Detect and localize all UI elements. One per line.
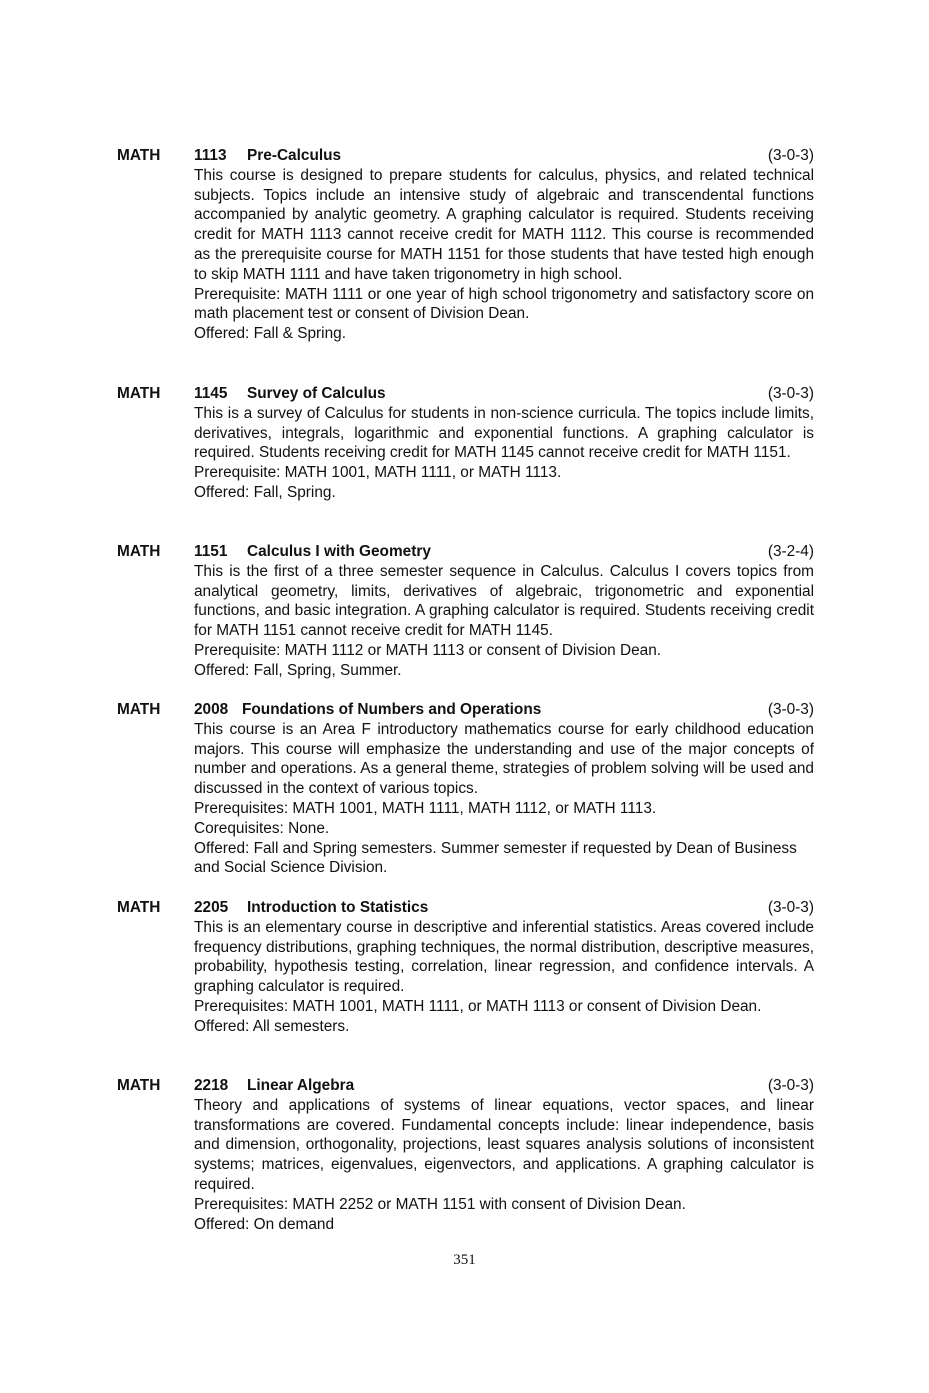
course-heading — [194, 1076, 354, 1096]
course-hours: (3-0-3) — [767, 1077, 814, 1094]
course-hours: (3-0-3) — [767, 385, 814, 402]
course-entry-1145 — [117, 384, 814, 503]
course-dept: MATH — [117, 899, 161, 916]
course-heading — [194, 542, 431, 562]
course-offered: Offered: Fall and Spring semesters. Summer semester if requested by Dean of Business and Social Science Division. — [194, 839, 797, 877]
course-title: Survey of Calculus — [247, 385, 386, 402]
course-prerequisite: Prerequisites: MATH 1001, MATH 1111, or MATH 1113 or consent of Division Dean. — [194, 997, 762, 1015]
course-title: Foundations of Numbers and Operations — [242, 701, 542, 718]
course-number: 1151 — [194, 543, 228, 560]
course-prerequisite: Prerequisite: MATH 1111 or one year of high school trigonometry and satisfactory score on math placement test or consent of Division Dean. — [194, 285, 814, 323]
course-header — [194, 384, 814, 404]
course-header — [194, 1076, 814, 1096]
course-number: 2205 — [194, 899, 229, 916]
course-header — [194, 542, 814, 562]
course-description: This course is designed to prepare students for calculus, physics, and related technical subjects. Topics include an intensive study of algebraic and transcendental functions accompanied by analytic geometry. A graphing calculator is required. Students receiving credit for MATH 1113 cannot receive credit for MATH 1112. This course is recommended as the prerequisite course for MATH 1151 for those students that have tested high enough to skip MATH 1111 and have taken trigonometry in high school. — [194, 166, 814, 283]
course-entry-1151 — [117, 542, 814, 681]
course-prerequisite: Prerequisites: MATH 2252 or MATH 1151 with consent of Division Dean. — [194, 1195, 686, 1213]
course-description: This is a survey of Calculus for students in non-science curricula. The topics include limits, derivatives, integrals, logarithmic and exponential functions. A graphing calculator is required. Students receiving credit for MATH 1145 cannot receive credit for MATH 1151. — [194, 404, 814, 462]
course-hours: (3-2-4) — [767, 543, 814, 560]
course-body — [194, 720, 814, 878]
course-hours: (3-0-3) — [767, 701, 814, 718]
course-title: Introduction to Statistics — [247, 899, 429, 916]
course-dept: MATH — [117, 385, 161, 402]
course-body — [194, 1096, 814, 1235]
course-dept: MATH — [117, 543, 161, 560]
course-heading — [194, 700, 541, 720]
course-description: This is an elementary course in descriptive and inferential statistics. Areas covered include frequency distributions, graphing techniques, the normal distribution, descriptive measures, probability, hypothesis testing, correlation, linear regression, and confidence intervals. A graphing calculator is required. — [194, 918, 814, 996]
course-description: Theory and applications of systems of linear equations, vector spaces, and linear transformations are covered. Fundamental concepts include: linear independence, basis and dimension, orthogonality, projections, least squares analysis solutions of inconsistent systems; matrices, eigenvalues, eigenvectors, and applications. A graphing calculator is required. — [194, 1096, 814, 1193]
course-entry-2008 — [117, 700, 814, 878]
course-number: 2218 — [194, 1077, 229, 1094]
course-offered: Offered: Fall, Spring. — [194, 483, 336, 501]
course-corequisite: Corequisites: None. — [194, 819, 330, 837]
course-offered: Offered: Fall & Spring. — [194, 325, 346, 343]
course-entry-2205 — [117, 898, 814, 1037]
course-description: This is the first of a three semester sequence in Calculus. Calculus I covers topics from analytical geometry, limits, derivatives of algebraic, trigonometric and exponential functions, and basic integration. A graphing calculator is required. Students receiving credit for MATH 1151 cannot receive credit for MATH 1145. — [194, 562, 814, 640]
course-title: Calculus I with Geometry — [247, 543, 431, 560]
course-title: Linear Algebra — [247, 1077, 355, 1094]
course-body — [194, 166, 814, 344]
course-entry-1113 — [117, 146, 814, 344]
course-hours: (3-0-3) — [767, 899, 814, 916]
course-header — [194, 146, 814, 166]
course-dept: MATH — [117, 701, 161, 718]
course-prerequisite: Prerequisites: MATH 1001, MATH 1111, MATH 1112, or MATH 1113. — [194, 799, 657, 817]
course-offered: Offered: On demand — [194, 1215, 335, 1233]
course-heading — [194, 384, 386, 404]
course-prerequisite: Prerequisite: MATH 1001, MATH 1111, or MATH 1113. — [194, 464, 562, 482]
course-body — [194, 404, 814, 503]
course-hours: (3-0-3) — [767, 147, 814, 164]
course-number: 1145 — [194, 385, 228, 402]
course-offered: Offered: Fall, Spring, Summer. — [194, 661, 402, 679]
course-entry-2218 — [117, 1076, 814, 1234]
page-number: 351 — [453, 1252, 476, 1268]
course-number: 2008 — [194, 701, 229, 718]
course-title: Pre-Calculus — [247, 147, 342, 164]
course-number: 1113 — [194, 147, 227, 164]
course-prerequisite: Prerequisite: MATH 1112 or MATH 1113 or consent of Division Dean. — [194, 641, 662, 659]
course-body — [194, 918, 814, 1037]
course-heading — [194, 898, 428, 918]
course-offered: Offered: All semesters. — [194, 1017, 350, 1035]
course-body — [194, 562, 814, 681]
course-dept: MATH — [117, 147, 161, 164]
course-header — [194, 898, 814, 918]
course-description: This course is an Area F introductory mathematics course for early childhood education majors. This course will emphasize the understanding and use of the major concepts of number and operations. As a general theme, strategies of problem solving will be used and discussed in the context of various topics. — [194, 720, 814, 798]
course-dept: MATH — [117, 1077, 161, 1094]
course-heading — [194, 146, 341, 166]
course-header — [194, 700, 814, 720]
